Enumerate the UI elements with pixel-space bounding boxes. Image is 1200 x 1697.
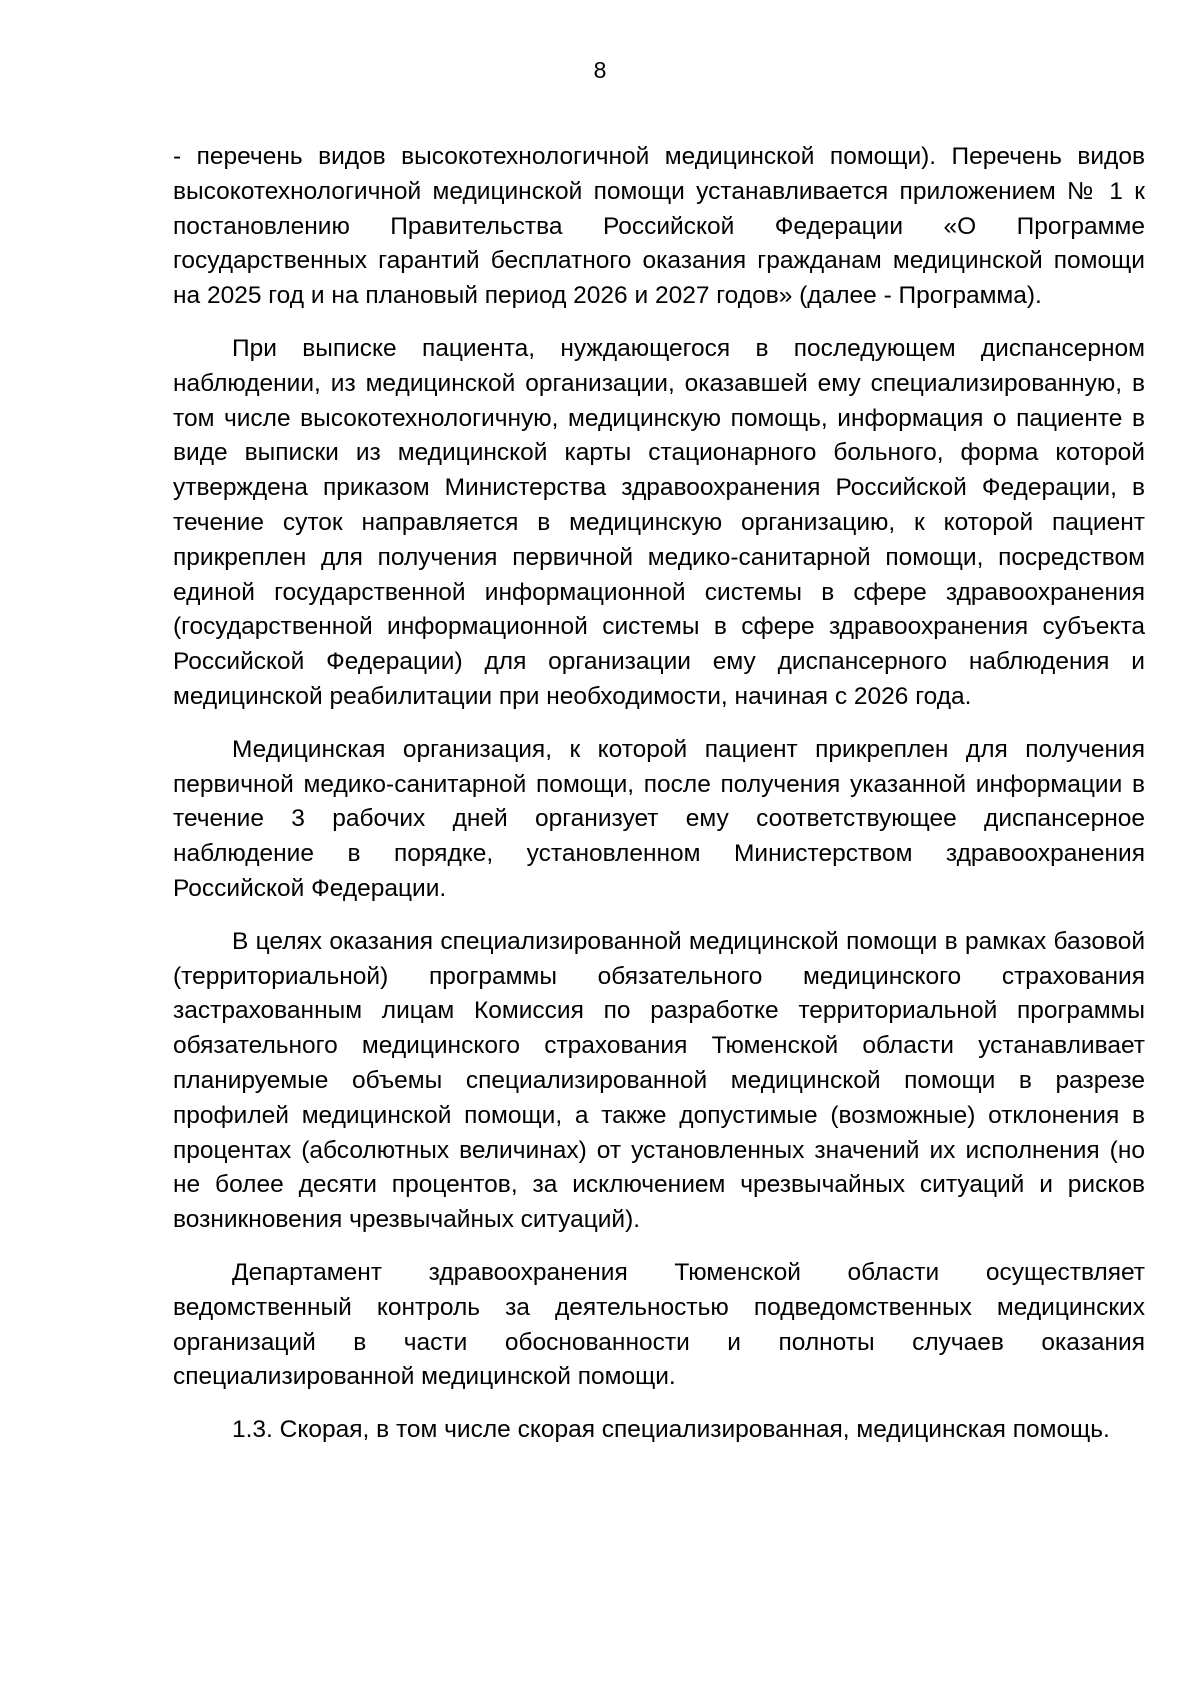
section-heading-1-3: 1.3. Скорая, в том числе скорая специализированная, медицинская помощь.	[232, 1416, 1110, 1444]
page-number: 8	[593, 57, 607, 83]
paragraph-continuation: - перечень видов высокотехнологичной медицинской помощи). Перечень видов высокотехнологичной медицинской помощи устанавливается приложением № 1 к постановлению Правительства Российской Федерации «О Программе государственных гарантий бесплатного оказания гражданам медицинской помощи на 2025 год и на плановый период 2026 и 2027 годов» (далее - Программа).	[173, 143, 1145, 310]
paragraph-departmental-control: Департамент здравоохранения Тюменской области осуществляет ведомственный контроль за деятельностью подведомственных медицинских организаций в части обоснованности и полноты случаев оказания специализированной медицинской помощи.	[173, 1258, 1145, 1391]
document-body	[173, 140, 1145, 1466]
paragraph-dispensary-observation: Медицинская организация, к которой пациент прикреплен для получения первичной медико-санитарной помощи, после получения указанной информации в течение 3 рабочих дней организует ему соответствующее диспансерное наблюдение в порядке, установленном Министерством здравоохранения Российской Федерации.	[173, 735, 1145, 902]
paragraph-specialized-care-volumes: В целях оказания специализированной медицинской помощи в рамках базовой (территориальной) программы обязательного медицинского страхования застрахованным лицам Комиссия по разработке территориальной программы обязательного медицинского страхования Тюменской области устанавливает планируемые объемы специализированной медицинской помощи в разрезе профилей медицинской помощи, а также допустимые (возможные) отклонения в процентах (абсолютных величинах) от установленных значений их исполнения (но не более десяти процентов, за исключением чрезвычайных ситуаций и рисков возникновения чрезвычайных ситуаций).	[173, 927, 1145, 1234]
paragraph-discharge-info: При выписке пациента, нуждающегося в последующем диспансерном наблюдении, из медицинской организации, оказавшей ему специализированную, в том числе высокотехнологичную, медицинскую помощь, информация о пациенте в виде выписки из медицинской карты стационарного больного, форма которой утверждена приказом Министерства здравоохранения Российской Федерации, в течение суток направляется в медицинскую организацию, к которой пациент прикреплен для получения первичной медико-санитарной помощи, посредством единой государственной информационной системы в сфере здравоохранения (государственной информационной системы в сфере здравоохранения субъекта Российской Федерации) для организации ему диспансерного наблюдения и медицинской реабилитации при необходимости, начиная с 2026 года.	[173, 334, 1145, 710]
